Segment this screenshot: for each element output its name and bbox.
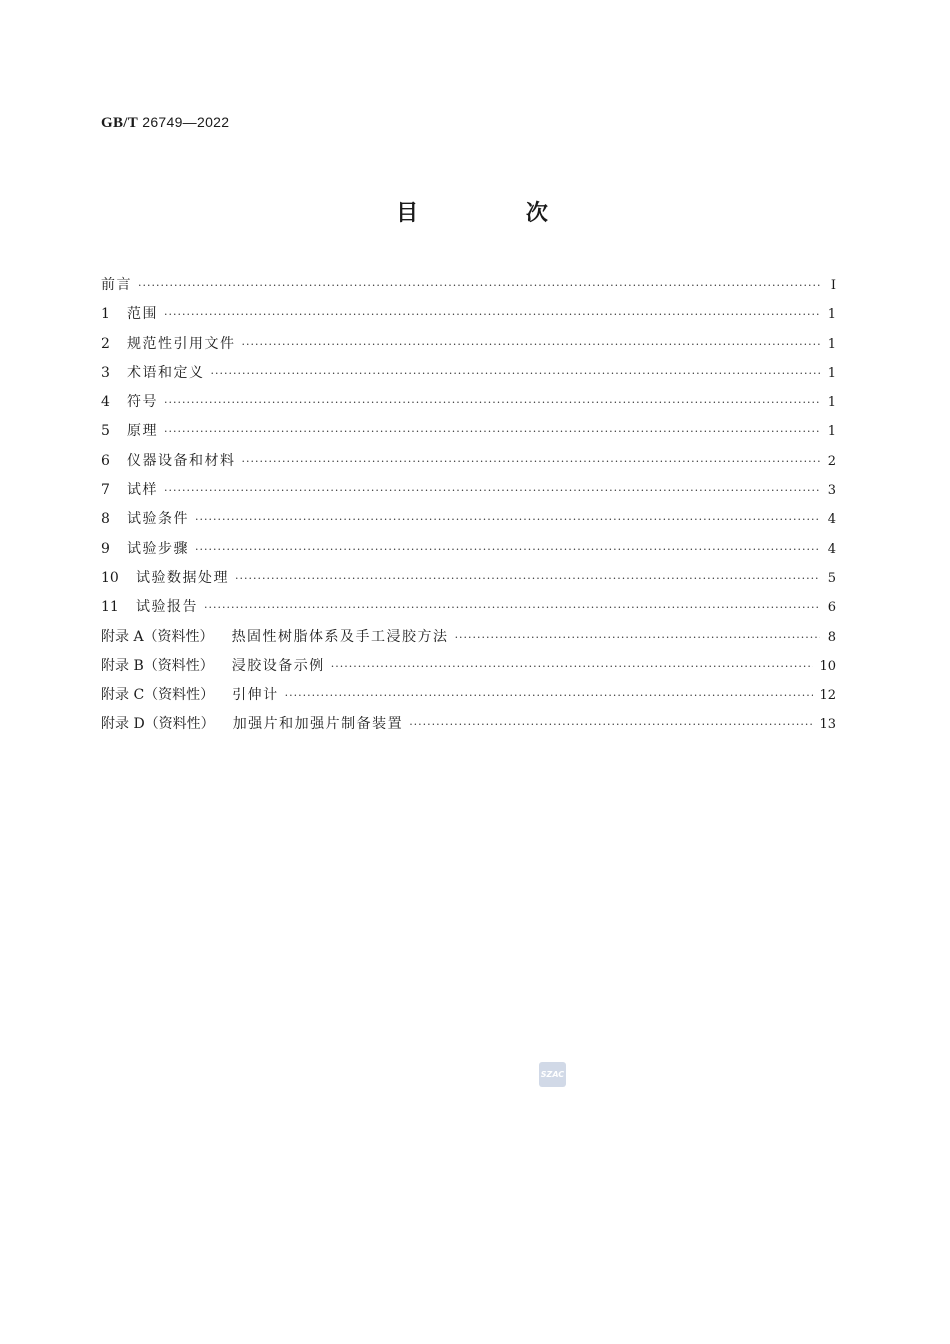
toc-entry-label: 术语和定义: [127, 364, 205, 381]
toc-entry-number: 附录 C（资料性）: [101, 687, 215, 704]
toc-entry-number: 8: [101, 511, 110, 528]
toc-entry-8[interactable]: [101, 507, 836, 536]
toc-entry-page: 2: [827, 453, 836, 469]
toc-leader-dots: [195, 508, 820, 532]
toc-entry-foreword[interactable]: [101, 273, 836, 302]
page-title: 目 次: [396, 201, 598, 226]
toc-entry-label: 试验步骤: [127, 540, 189, 557]
toc-entry-label: 规范性引用文件: [127, 335, 236, 352]
toc-entry-number: 7: [101, 482, 110, 499]
toc-entry-appendix-a[interactable]: [101, 625, 836, 654]
toc-entry-label: 前言: [101, 277, 132, 293]
toc-entry-label: 试样: [127, 482, 158, 499]
toc-leader-dots: [242, 333, 821, 357]
standard-code-prefix: GB/T: [101, 115, 139, 131]
toc-entry-label: 引伸计: [232, 687, 279, 704]
toc-entry-1[interactable]: [101, 302, 836, 331]
toc-entry-10[interactable]: [101, 566, 836, 595]
toc-entry-label: 加强片和加强片制备装置: [232, 716, 404, 733]
toc-entry-number: 附录 A（资料性）: [101, 628, 214, 645]
toc-entry-number: 11: [101, 599, 119, 616]
toc-leader-dots: [195, 538, 820, 562]
toc-entry-page: 8: [827, 629, 836, 645]
toc-entry-label: 仪器设备和材料: [127, 452, 236, 469]
toc-leader-dots: [204, 596, 820, 620]
toc-leader-dots: [285, 684, 814, 708]
toc-entry-2[interactable]: [101, 332, 836, 361]
toc-entry-appendix-c[interactable]: [101, 683, 836, 712]
toc-leader-dots: [138, 274, 820, 298]
toc-leader-dots: [164, 420, 820, 444]
toc-entry-number: 1: [101, 306, 110, 323]
toc-entry-number: 4: [101, 394, 110, 411]
toc-entry-page: 10: [819, 658, 836, 674]
toc-leader-dots: [455, 626, 820, 650]
toc-entry-number: 附录 B（资料性）: [101, 657, 214, 674]
toc-entry-7[interactable]: [101, 478, 836, 507]
toc-entry-4[interactable]: [101, 390, 836, 419]
standard-code: [101, 114, 229, 132]
toc-entry-label: 试验数据处理: [136, 569, 229, 586]
table-of-contents: [101, 273, 836, 742]
toc-leader-dots: [164, 391, 820, 415]
toc-entry-9[interactable]: [101, 537, 836, 566]
toc-entry-page: 13: [819, 717, 836, 733]
toc-entry-number: 10: [101, 569, 119, 586]
toc-entry-page: 6: [827, 600, 836, 616]
toc-entry-number: 5: [101, 423, 110, 440]
toc-entry-label: 热固性树脂体系及手工浸胶方法: [231, 628, 449, 645]
toc-entry-11[interactable]: [101, 595, 836, 624]
toc-entry-page: 12: [819, 688, 836, 704]
toc-entry-page: 1: [827, 336, 836, 352]
toc-entry-page: 4: [827, 541, 836, 557]
toc-entry-page: 5: [827, 570, 836, 586]
toc-entry-6[interactable]: [101, 449, 836, 478]
toc-entry-5[interactable]: [101, 419, 836, 448]
toc-entry-page: 1: [827, 395, 836, 411]
watermark-logo-icon: SZAC: [539, 1062, 566, 1087]
toc-leader-dots: [235, 567, 820, 591]
toc-leader-dots: [409, 713, 813, 737]
standard-code-number: 26749—2022: [142, 114, 230, 130]
toc-leader-dots: [331, 655, 814, 679]
toc-entry-number: 2: [101, 335, 110, 352]
toc-entry-3[interactable]: [101, 361, 836, 390]
toc-entry-label: 范围: [127, 306, 158, 323]
toc-leader-dots: [164, 303, 820, 327]
toc-leader-dots: [164, 479, 820, 503]
toc-entry-page: 1: [827, 365, 836, 381]
toc-entry-appendix-d[interactable]: [101, 712, 836, 741]
toc-entry-label: 浸胶设备示例: [231, 657, 325, 674]
toc-entry-number: 9: [101, 540, 110, 557]
toc-entry-page: 1: [827, 307, 836, 323]
toc-entry-label: 符号: [127, 394, 158, 411]
toc-entry-label: 原理: [127, 423, 158, 440]
toc-entry-label: 试验报告: [136, 599, 198, 616]
toc-entry-page: 4: [827, 512, 836, 528]
toc-leader-dots: [211, 362, 821, 386]
toc-leader-dots: [242, 450, 821, 474]
toc-entry-number: 3: [101, 364, 110, 381]
toc-entry-page: 1: [827, 424, 836, 440]
toc-entry-number: 6: [101, 452, 110, 469]
toc-entry-number: 附录 D（资料性）: [101, 716, 215, 733]
toc-entry-page: Ⅰ: [830, 278, 836, 293]
toc-entry-page: 3: [827, 483, 836, 499]
toc-entry-label: 试验条件: [127, 511, 189, 528]
toc-entry-appendix-b[interactable]: [101, 654, 836, 683]
